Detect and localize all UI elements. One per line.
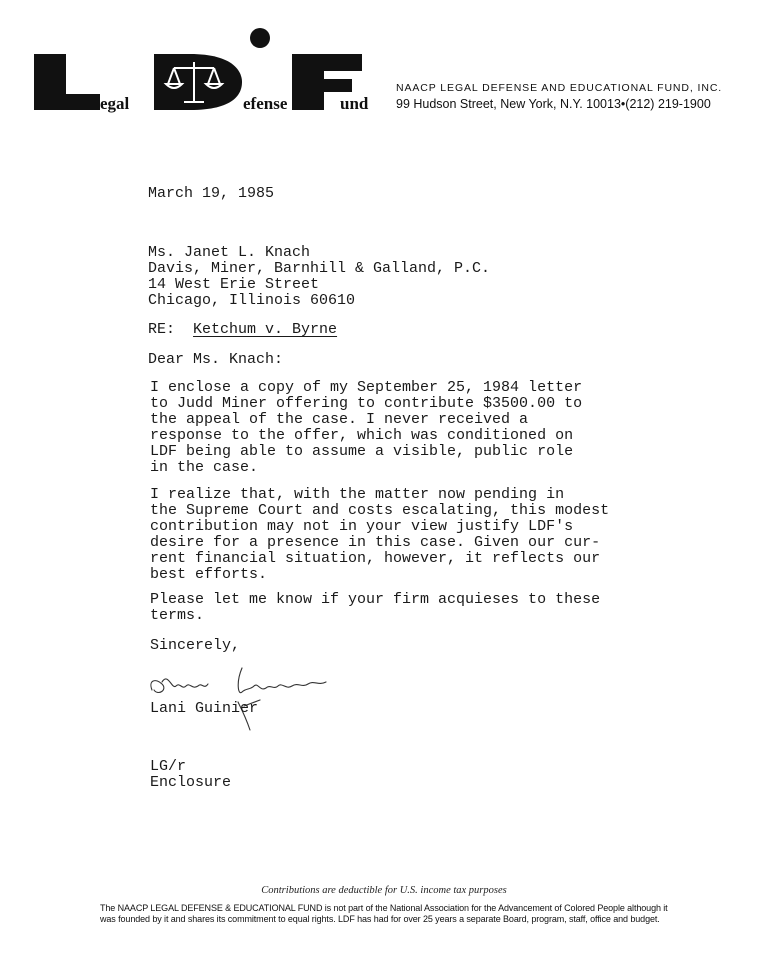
reference-block [150, 759, 231, 791]
signer-name: Lani Guinier [150, 700, 259, 717]
paragraph-2 [150, 487, 609, 583]
closing: Sincerely, [150, 637, 241, 654]
handwritten-signature [146, 660, 346, 736]
org-name: NAACP LEGAL DEFENSE AND EDUCATIONAL FUND, INC. [396, 82, 723, 94]
re-line [148, 322, 337, 338]
paragraph-line: best efforts. [150, 566, 268, 583]
ldf-logo [34, 24, 380, 114]
paragraph-line: I realize that, with the matter now pending in [150, 486, 565, 503]
paragraph-1 [150, 380, 582, 476]
paragraph-3 [150, 592, 600, 624]
paragraph-line: I enclose a copy of my September 25, 1984 letter [150, 379, 583, 396]
re-label: RE: [148, 321, 176, 338]
paragraph-line: Please let me know if your firm acquieses to these [150, 591, 601, 608]
recipient-line: Chicago, Illinois 60610 [148, 292, 356, 309]
paragraph-line: the Supreme Court and costs escalating, this modest [150, 502, 610, 519]
paragraph-line: the appeal of the case. I never received a [150, 411, 529, 428]
typist-initials: LG/r [150, 758, 187, 775]
logo-word-legal: egal [100, 94, 130, 113]
footer-disclaimer [100, 903, 668, 925]
paragraph-line: contribution may not in your view justify LDF's [150, 518, 574, 535]
disclaimer-line: The NAACP LEGAL DEFENSE & EDUCATIONAL FUND is not part of the National Association for the Advancement of Colored People although it [100, 903, 668, 913]
paragraph-line: rent financial situation, however, it reflects our [150, 550, 601, 567]
logo-word-defense: efense [243, 94, 288, 113]
recipient-line: Ms. Janet L. Knach [148, 244, 311, 261]
paragraph-line: response to the offer, which was conditioned on [150, 427, 574, 444]
paragraph-line: to Judd Miner offering to contribute $3500.00 to [150, 395, 583, 412]
letterhead [0, 0, 768, 130]
paragraph-line: terms. [150, 607, 205, 624]
letter-date: March 19, 1985 [148, 185, 275, 202]
paragraph-line: LDF being able to assume a visible, public role [150, 443, 574, 460]
logo-word-fund: und [340, 94, 369, 113]
salutation: Dear Ms. Knach: [148, 351, 284, 368]
tax-note: Contributions are deductible for U.S. income tax purposes [261, 885, 507, 896]
paragraph-line: in the case. [150, 459, 259, 476]
org-address: 99 Hudson Street, New York, N.Y. 10013•(212) 219-1900 [396, 97, 711, 111]
org-info [396, 82, 722, 112]
recipient-line: 14 West Erie Street [148, 276, 320, 293]
paragraph-line: desire for a presence in this case. Given our cur- [150, 534, 601, 551]
disclaimer-line: was founded by it and shares its commitment to equal rights. LDF has had for over 25 years a separate Board, program, staff, office and budget. [100, 914, 660, 924]
enclosure-note: Enclosure [150, 774, 232, 791]
re-subject: Ketchum v. Byrne [193, 321, 338, 338]
recipient-line: Davis, Miner, Barnhill & Galland, P.C. [148, 260, 491, 277]
recipient-address [148, 245, 490, 309]
